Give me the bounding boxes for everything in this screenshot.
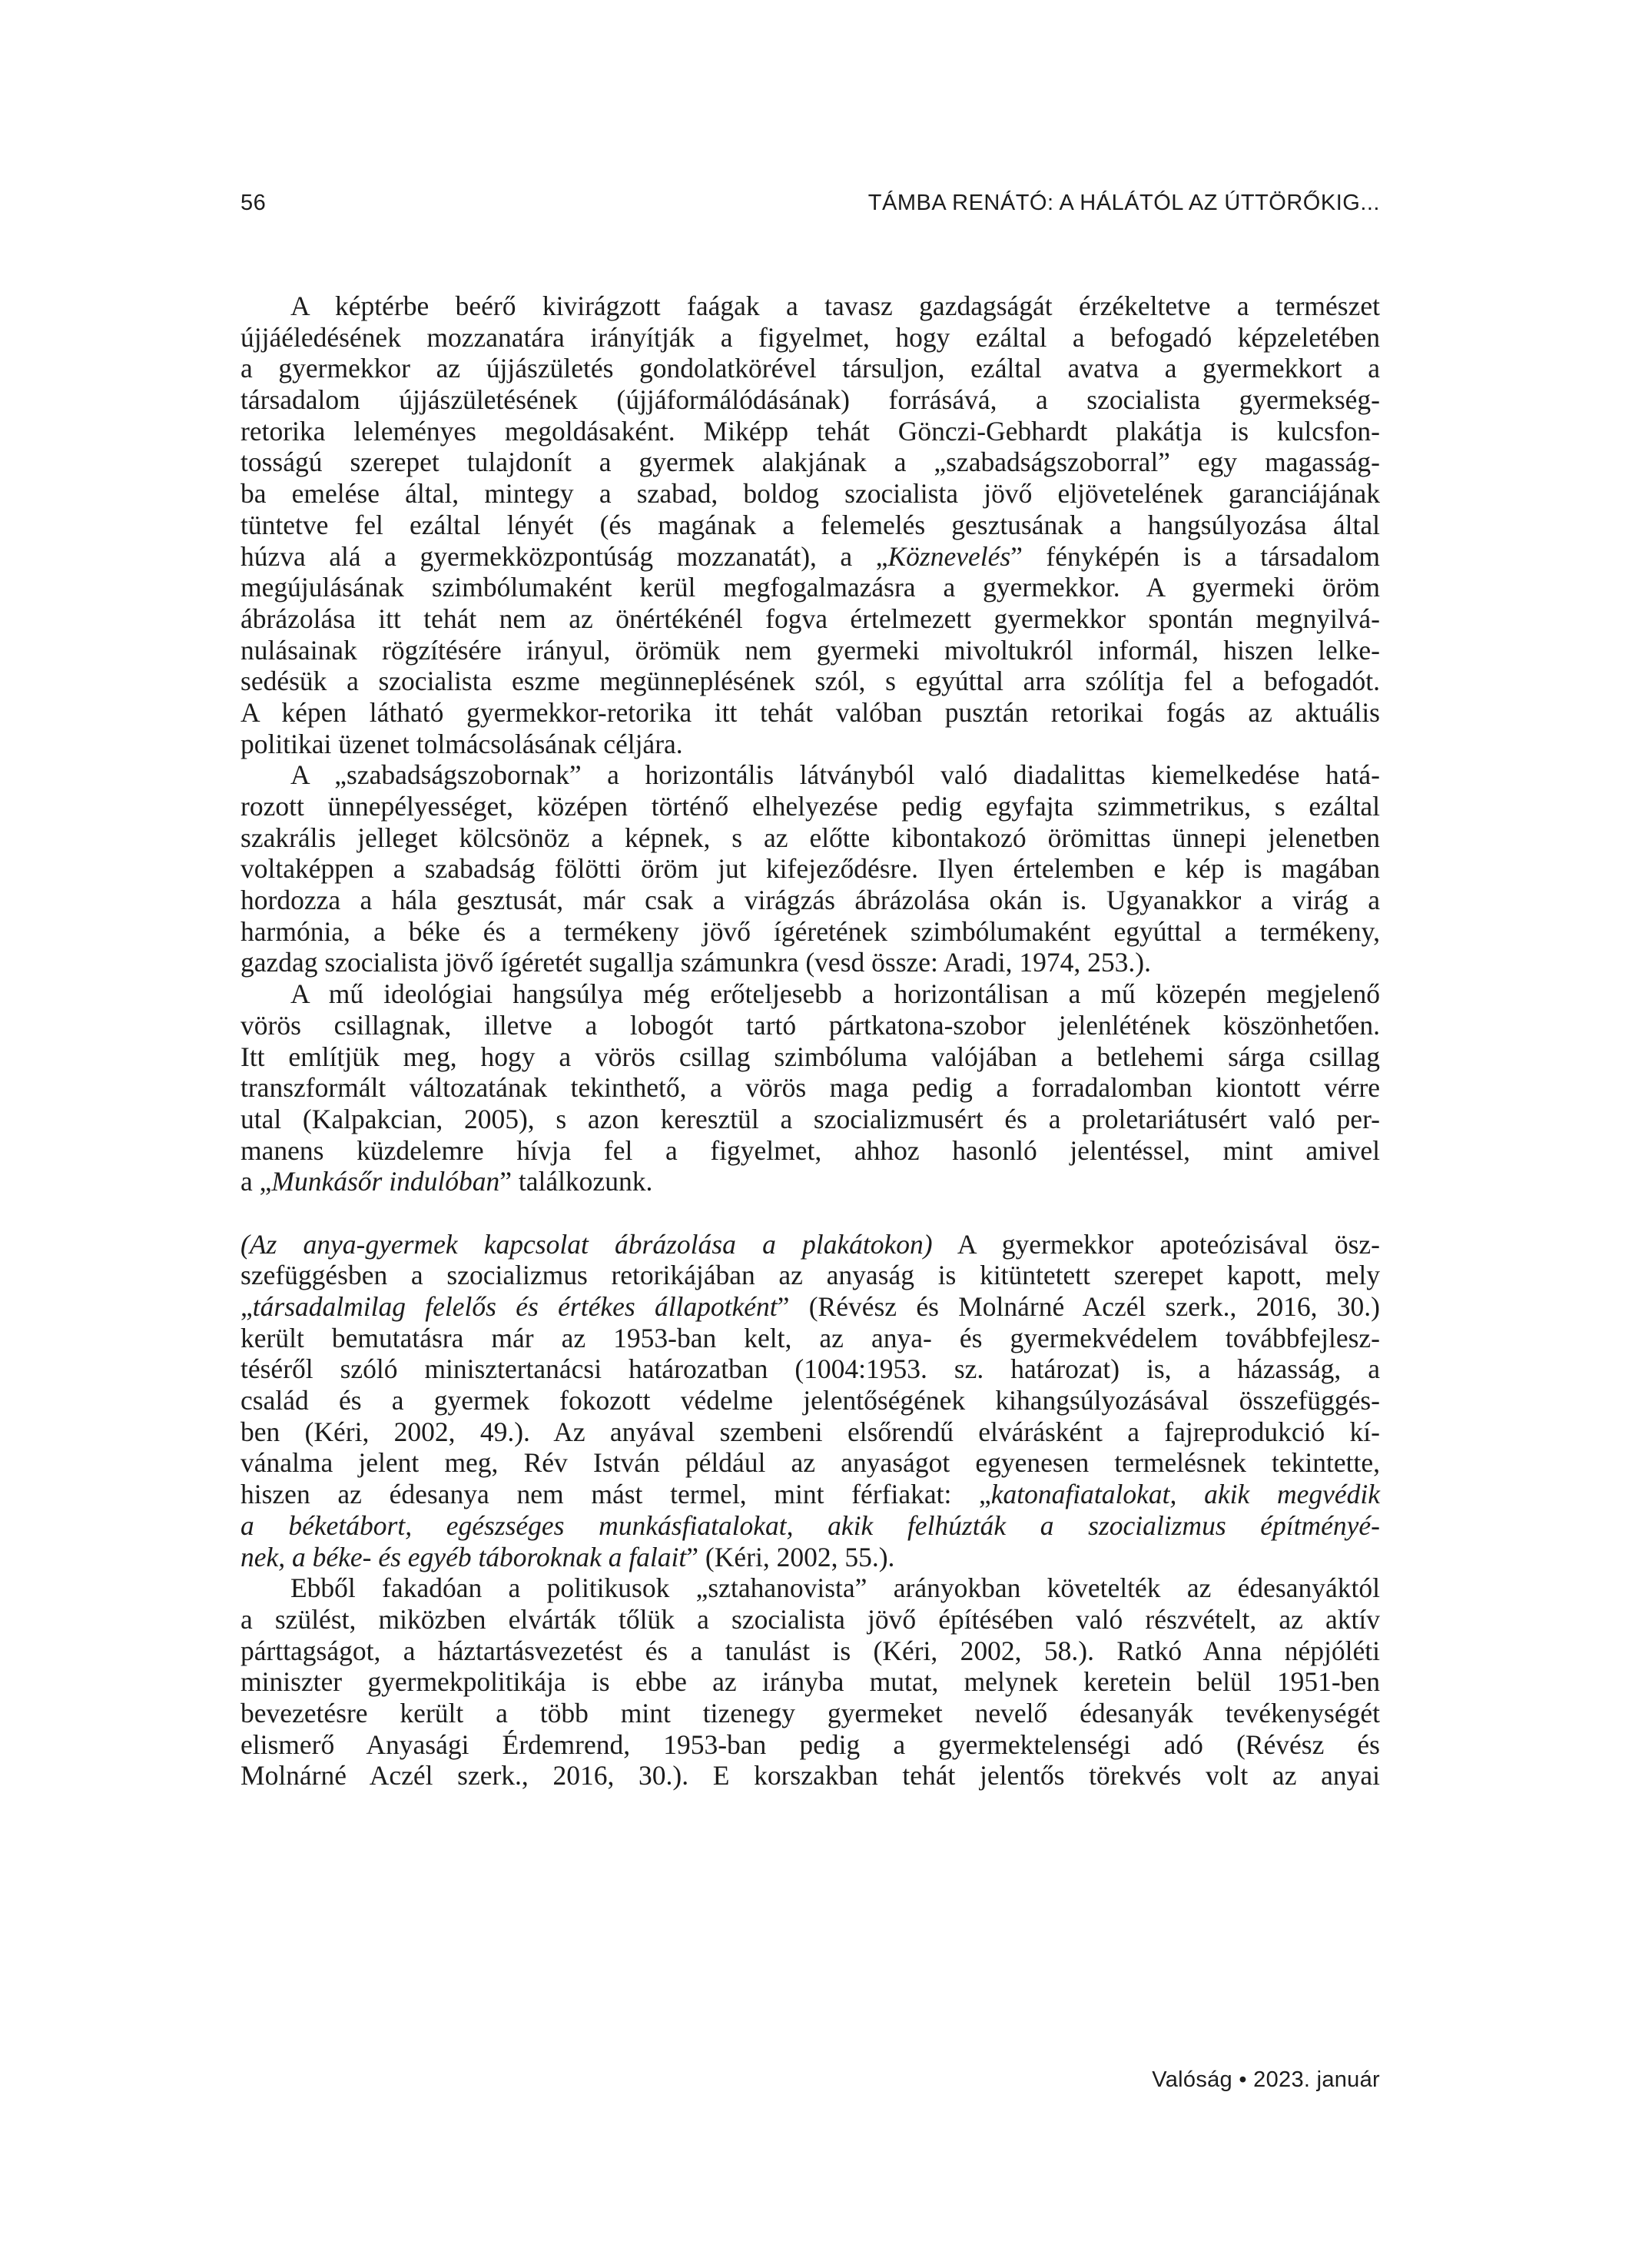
- text-line: téséről szóló minisztertanácsi határozatban (1004:1953. sz. határozat) is, a házasság, a: [240, 1353, 1380, 1385]
- paragraph-3: [240, 978, 1380, 1197]
- text-line: voltaképpen a szabadság fölötti öröm jut kifejeződésre. Ilyen értelemben e kép is magában: [240, 853, 1380, 885]
- text-line: a szülést, miközben elvárták tőlük a szocialista jövő építésében való részvételt, az aktív: [240, 1603, 1380, 1635]
- text-line: megújulásának szimbólumaként kerül megfogalmazásra a gyermekkor. A gyermeki öröm: [240, 572, 1380, 603]
- text-line: társadalom újjászületésének (újjáformálódásának) forrásává, a szocialista gyermekség-: [240, 384, 1380, 416]
- text-line: Itt említjük meg, hogy a vörös csillag szimbóluma valójában a betlehemi sárga csillag: [240, 1041, 1380, 1072]
- text-line: került bemutatásra már az 1953-ban kelt, az anya- és gyermekvédelem továbbfejlesz-: [240, 1322, 1380, 1353]
- paragraph-1: [240, 291, 1380, 759]
- text-line: a gyermekkor az újjászületés gondolatkörével társuljon, ezáltal avatva a gyermekkort a: [240, 353, 1380, 384]
- paragraph-2: [240, 759, 1380, 978]
- text-line: Ebből fakadóan a politikusok „sztahanovista” arányokban követelték az édesanyáktól: [290, 1572, 1380, 1604]
- text-line: tosságú szerepet tulajdonít a gyermek alakjának a „szabadságszoborral” egy magasság-: [240, 447, 1380, 478]
- text-run: „: [240, 1291, 253, 1322]
- text-line: utal (Kalpakcian, 2005), s azon keresztül a szocializmusért és a proletariátusért való per-: [240, 1103, 1380, 1134]
- text-line-mixed: [240, 1291, 1380, 1323]
- text-line: retorika leleményes megoldásaként. Miképp tehát Gönczi-Gebhardt plakátja is kulcsfon-: [240, 415, 1380, 447]
- text-line-mixed: [240, 1229, 1380, 1260]
- journal-name: Valóság: [1152, 2067, 1232, 2092]
- text-line: vánalma jelent meg, Rév István például az anyaságot egyenesen termelésnek tekintette,: [240, 1447, 1380, 1479]
- text-line: nulásainak rögzítésére irányul, örömük nem gyermeki mivoltukról informál, hiszen lelke-: [240, 634, 1380, 666]
- page-number: 56: [240, 191, 267, 215]
- italic-title-munkasor-indulo: Munkásőr indulóban: [271, 1166, 500, 1197]
- text-line: politikai üzenet tolmácsolásának céljára.: [240, 728, 683, 759]
- text-line: rozott ünnepélyességet, középen történő elhelyezése pedig egyfajta szimmetrikus, s ezáltal: [240, 791, 1380, 822]
- text-line: ba emelése által, mintegy a szabad, boldog szocialista jövő eljövetelének garanciájának: [240, 478, 1380, 510]
- running-title: TÁMBA RENÁTÓ: A HÁLÁTÓL AZ ÚTTÖRŐKIG...: [867, 191, 1380, 215]
- text-run: ” fényképén is a társadalom: [1010, 540, 1380, 572]
- text-line-mixed: [240, 541, 1380, 573]
- article-body: [240, 291, 1380, 1791]
- page-footer: [1152, 2067, 1380, 2093]
- issue-date: 2023. január: [1253, 2067, 1380, 2092]
- text-line: család és a gyermek fokozott védelme jelentőségének kihangsúlyozásával összefüggés-: [240, 1385, 1380, 1416]
- italic-title-koznevelés: Köznevelés: [887, 540, 1011, 572]
- text-line: vörös csillagnak, illetve a lobogót tartó pártkatona-szobor jelenlétének köszönhetően.: [240, 1009, 1380, 1041]
- paragraph-5: [240, 1572, 1380, 1791]
- section-run-in-heading: (Az anya-gyermek kapcsolat ábrázolása a plakátokon): [240, 1228, 933, 1260]
- text-run: a „: [240, 1166, 272, 1197]
- text-line: A képtérbe beérő kivirágzott faágak a tavasz gazdagságát érzékeltetve a természet: [290, 291, 1380, 321]
- text-line: sedésük a szocialista eszme megünneplésének szól, s egyúttal arra szólítja fel a befogadót.: [240, 666, 1380, 697]
- running-header: [240, 191, 1380, 218]
- text-line: Molnárné Aczél szerk., 2016, 30.). E korszakban tehát jelentős törekvés volt az anyai: [240, 1760, 1380, 1791]
- text-line-mixed: [240, 1166, 1380, 1197]
- text-run: ” találkozunk.: [499, 1166, 653, 1197]
- text-line: ben (Kéri, 2002, 49.). Az anyával szembeni elsőrendű elvárásként a fajreprodukció kí-: [240, 1416, 1380, 1447]
- section-gap: [240, 1197, 1380, 1229]
- text-run: ” (Kéri, 2002, 55.).: [686, 1541, 895, 1572]
- italic-quote-line: a béketábort, egészséges munkásfiatalokat, akik felhúzták a szocializmus építményé-: [240, 1509, 1380, 1541]
- text-run: A gyermekkor apoteózisával ösz-: [932, 1228, 1380, 1260]
- text-line: újjáéledésének mozzanatára irányítják a figyelmet, hogy ezáltal a befogadó képzeletében: [240, 321, 1380, 353]
- text-line: szefüggésben a szocializmus retorikájában az anyaság is kitüntetett szerepet kapott, mely: [240, 1260, 1380, 1291]
- text-line: ábrázolása itt tehát nem az önértékénél fogva értelmezett gyermekkor spontán megnyilvá-: [240, 603, 1380, 634]
- text-line: tüntetve fel ezáltal lényét (és magának a felemelés gesztusának a hangsúlyozása által: [240, 509, 1380, 540]
- text-line: miniszter gyermekpolitikája is ebbe az irányba mutat, melynek keretein belül 1951-ben: [240, 1666, 1380, 1698]
- text-line: szakrális jelleget kölcsönöz a képnek, s az előtte kibontakozó örömittas ünnepi jelenetben: [240, 822, 1380, 853]
- text-line: bevezetésre került a több mint tizenegy gyermeket nevelő édesanyák tevékenységét: [240, 1697, 1380, 1728]
- text-line-mixed: [240, 1542, 1380, 1573]
- text-line: A képen látható gyermekkor-retorika itt tehát valóban pusztán retorikai fogás az aktuális: [240, 696, 1380, 728]
- text-line: hordozza a hála gesztusát, már csak a virágzás ábrázolása okán is. Ugyanakkor a virág a: [240, 885, 1380, 916]
- paragraph-4: [240, 1229, 1380, 1573]
- text-line: A mű ideológiai hangsúlya még erőteljesebb a horizontálisan a mű közepén megjelenő: [290, 978, 1380, 1010]
- text-line: harmónia, a béke és a termékeny jövő ígéretének szimbólumaként egyúttal a termékeny,: [240, 915, 1380, 947]
- text-line: gazdag szocialista jövő ígéretét sugallja számunkra (vesd össze: Aradi, 1974, 253.).: [240, 947, 1151, 978]
- text-line: transzformált változatának tekinthető, a vörös maga pedig a forradalomban kiontott vérre: [240, 1072, 1380, 1104]
- text-line: manens küzdelemre hívja fel a figyelmet, ahhoz hasonló jelentéssel, mint amivel: [240, 1134, 1380, 1166]
- italic-quote: társadalmilag felelős és értékes állapotként: [252, 1291, 778, 1322]
- italic-quote: katonafiatalokat, akik megvédik: [990, 1479, 1380, 1510]
- italic-quote: nek, a béke- és egyéb táboroknak a falait: [240, 1541, 687, 1572]
- text-line: A „szabadságszobornak” a horizontális látványból való diadalittas kiemelkedése hatá-: [290, 759, 1380, 791]
- text-line-mixed: [240, 1479, 1380, 1510]
- text-line: párttagságot, a háztartásvezetést és a tanulást is (Kéri, 2002, 58.). Ratkó Anna népjóléti: [240, 1635, 1380, 1666]
- text-run: ” (Révész és Molnárné Aczél szerk., 2016, 30.): [777, 1291, 1380, 1322]
- text-line: elismerő Anyasági Érdemrend, 1953-ban pedig a gyermektelenségi adó (Révész és: [240, 1728, 1380, 1760]
- text-run: hiszen az édesanya nem mást termel, mint férfiakat: „: [240, 1479, 991, 1510]
- text-run: húzva alá a gyermekközpontúság mozzanatát), a „: [240, 540, 888, 572]
- bullet-separator: •: [1239, 2067, 1247, 2092]
